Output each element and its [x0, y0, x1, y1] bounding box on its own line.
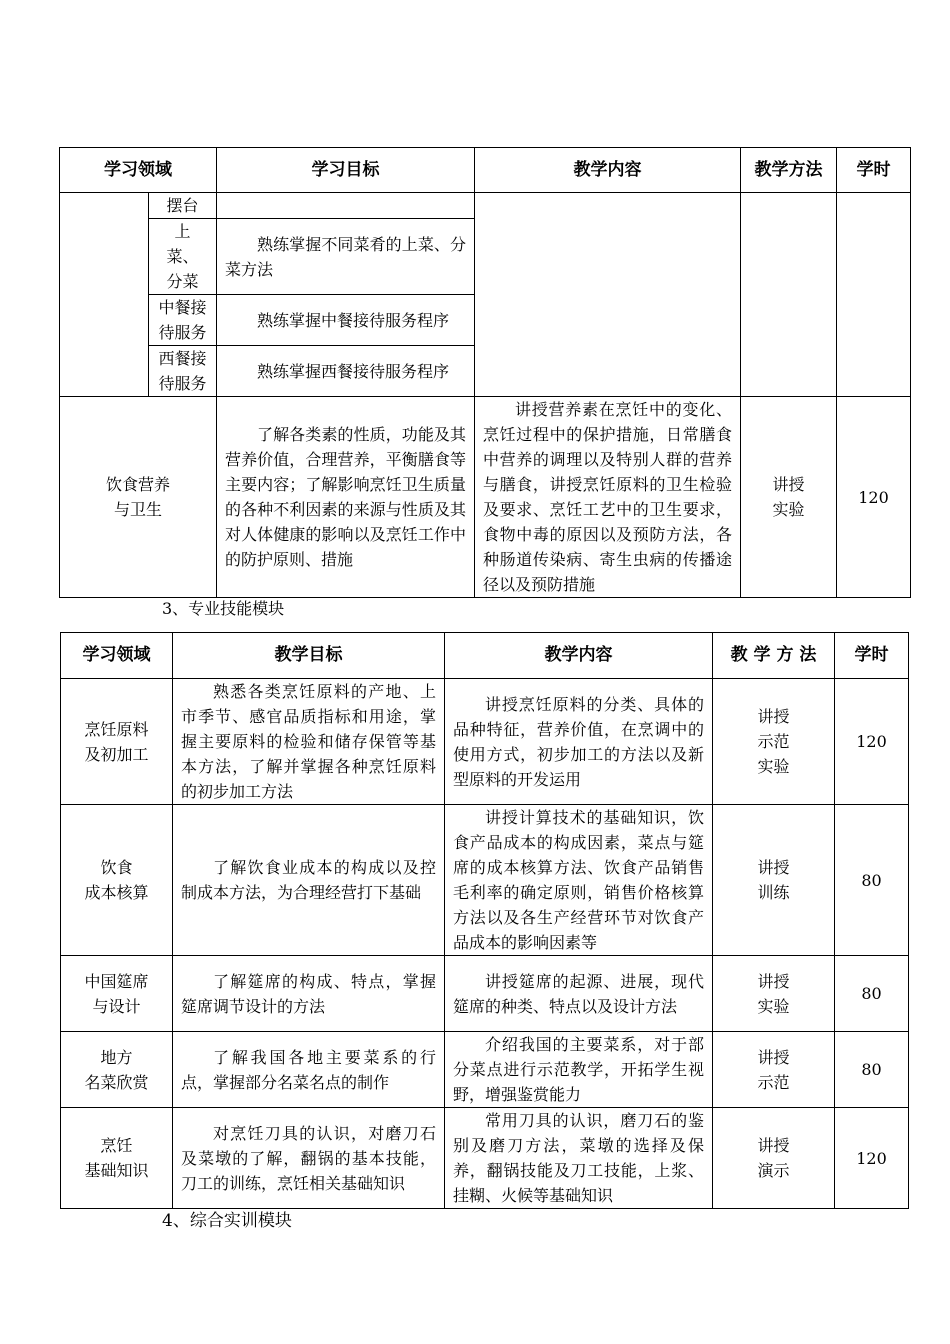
- method-cell: 讲授 训练: [713, 805, 835, 956]
- domain-cell: 地方 名菜欣赏: [61, 1032, 173, 1108]
- table-row: [60, 193, 911, 219]
- domain-cell: 中国筵席 与设计: [61, 956, 173, 1032]
- sub-item-goal: 熟练掌握不同菜肴的上菜、分菜方法: [217, 219, 475, 295]
- sub-item-goal: [217, 193, 475, 219]
- table2-header-row: [61, 633, 909, 679]
- content-cell: 介绍我国的主要菜系，对于部分菜点进行示范教学，开拓学生视野，增强鉴赏能力: [445, 1032, 713, 1108]
- method-cell: 讲授 实验: [713, 956, 835, 1032]
- header-teaching-method: 教 学 方 法: [713, 633, 835, 679]
- sub-item-goal: 熟练掌握西餐接待服务程序: [217, 346, 475, 397]
- merged-method-cell: [741, 193, 837, 397]
- sub-item-label: 中餐接 待服务: [149, 295, 217, 346]
- goal-cell: 熟悉各类烹饪原料的产地、上市季节、感官品质指标和用途，掌握主要原料的检验和储存保管等基本方法，了解并掌握各种烹饪原料的初步加工方法: [173, 679, 445, 805]
- sub-item-label: 上 菜、 分菜: [149, 219, 217, 295]
- merged-content-cell: [475, 193, 741, 397]
- method-cell: 讲授 示范 实验: [713, 679, 835, 805]
- method-cell: 讲授 示范: [713, 1032, 835, 1108]
- table1-header-row: [60, 148, 911, 193]
- sub-item-label: 摆台: [149, 193, 217, 219]
- domain-cell: 饮食营养 与卫生: [60, 397, 217, 598]
- merged-domain-cell: [60, 193, 149, 397]
- goal-cell: 了解筵席的构成、特点，掌握筵席调节设计的方法: [173, 956, 445, 1032]
- table-professional-skills: [60, 632, 909, 1209]
- header-teaching-goal: 教学目标: [173, 633, 445, 679]
- section-caption-4: 4、综合实训模块: [162, 1211, 292, 1231]
- header-learning-area: 学习领域: [61, 633, 173, 679]
- method-cell: 讲授 实验: [741, 397, 837, 598]
- goal-cell: 了解我国各地主要菜系的行点，掌握部分名菜名点的制作: [173, 1032, 445, 1108]
- table-row: [61, 805, 909, 956]
- table-row: [61, 956, 909, 1032]
- sub-item-goal: 熟练掌握中餐接待服务程序: [217, 295, 475, 346]
- content-cell: 讲授营养素在烹饪中的变化、烹饪过程中的保护措施，日常膳食中营养的调理以及特别人群的营养与膳食，讲授烹饪原料的卫生检验及要求、烹饪工艺中的卫生要求，食物中毒的原因以及预防方法，各种肠道传染病、寄生虫病的传播途径以及预防措施: [475, 397, 741, 598]
- header-teaching-content: 教学内容: [475, 148, 741, 193]
- content-cell: 讲授筵席的起源、进展，现代筵席的种类、特点以及设计方法: [445, 956, 713, 1032]
- hours-cell: 80: [835, 1032, 909, 1108]
- table-row: [61, 679, 909, 805]
- header-hours: 学时: [835, 633, 909, 679]
- header-learning-goal: 学习目标: [217, 148, 475, 193]
- table-row: [61, 1032, 909, 1108]
- domain-cell: 饮食 成本核算: [61, 805, 173, 956]
- table-learning-areas-continued: [59, 147, 911, 598]
- header-teaching-method: 教学方法: [741, 148, 837, 193]
- section-caption-3: 3、专业技能模块: [162, 599, 285, 618]
- table-row: [60, 397, 911, 598]
- goal-cell: 了解饮食业成本的构成以及控制成本方法，为合理经营打下基础: [173, 805, 445, 956]
- header-learning-area: 学习领域: [60, 148, 217, 193]
- hours-cell: 120: [835, 1108, 909, 1209]
- goal-cell: 对烹饪刀具的认识，对磨刀石及菜墩的了解，翻锅的基本技能，刀工的训练，烹饪相关基础知识: [173, 1108, 445, 1209]
- sub-item-label: 西餐接 待服务: [149, 346, 217, 397]
- hours-cell: 120: [835, 679, 909, 805]
- domain-cell: 烹饪 基础知识: [61, 1108, 173, 1209]
- content-cell: 讲授烹饪原料的分类、具体的品种特征，营养价值，在烹调中的使用方式，初步加工的方法以及新型原料的开发运用: [445, 679, 713, 805]
- content-cell: 讲授计算技术的基础知识，饮食产品成本的构成因素，菜点与筵席的成本核算方法、饮食产品销售毛利率的确定原则，销售价格核算方法以及各生产经营环节对饮食产品成本的影响因素等: [445, 805, 713, 956]
- domain-cell: 烹饪原料 及初加工: [61, 679, 173, 805]
- hours-cell: 80: [835, 805, 909, 956]
- header-teaching-content: 教学内容: [445, 633, 713, 679]
- table-row: [61, 1108, 909, 1209]
- merged-hours-cell: [837, 193, 911, 397]
- header-hours: 学时: [837, 148, 911, 193]
- hours-cell: 80: [835, 956, 909, 1032]
- content-cell: 常用刀具的认识，磨刀石的鉴别及磨刀方法，菜墩的选择及保养，翻锅技能及刀工技能，上浆、挂糊、火候等基础知识: [445, 1108, 713, 1209]
- method-cell: 讲授 演示: [713, 1108, 835, 1209]
- hours-cell: 120: [837, 397, 911, 598]
- goal-cell: 了解各类素的性质，功能及其营养价值，合理营养，平衡膳食等主要内容；了解影响烹饪卫生质量的各种不利因素的来源与性质及其对人体健康的影响以及烹饪工作中的防护原则、措施: [217, 397, 475, 598]
